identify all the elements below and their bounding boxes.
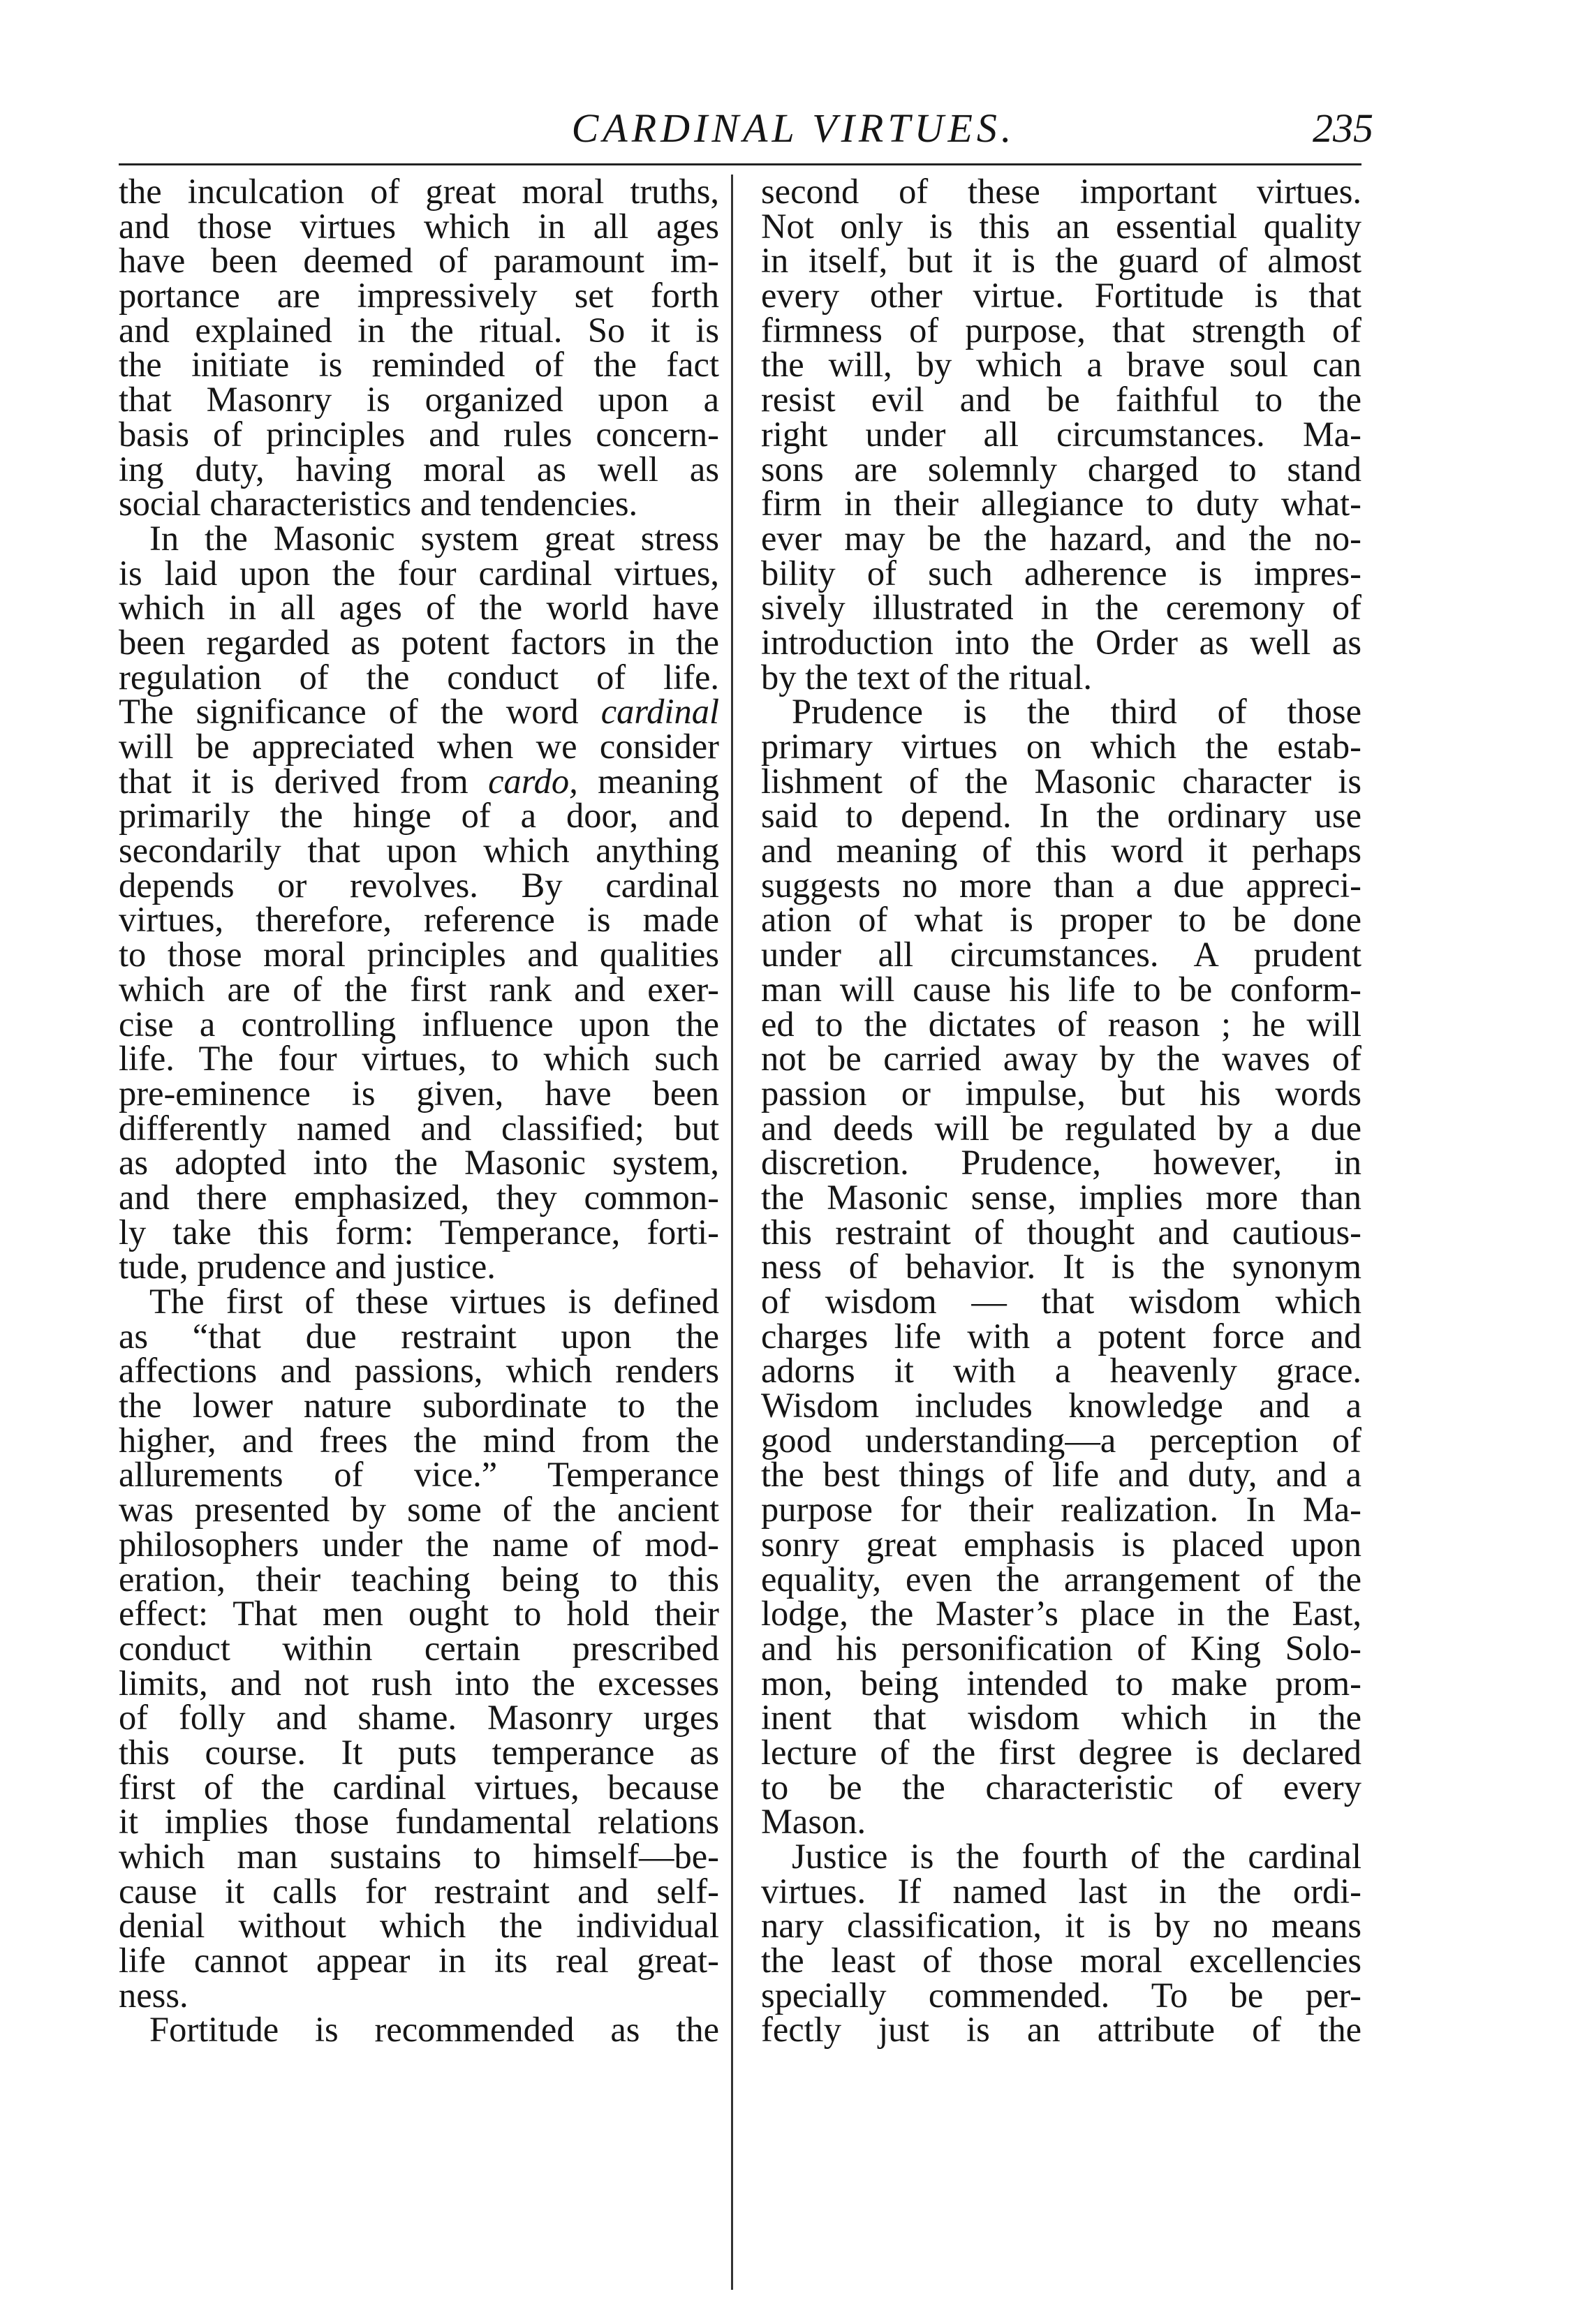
text-line: not be carried away by the waves of: [761, 1039, 1361, 1079]
text-line: the Masonic sense, implies more than: [761, 1177, 1361, 1217]
text-line: first of the cardinal virtues, because: [119, 1767, 719, 1807]
text-line: this course. It puts temperance as: [119, 1732, 719, 1772]
text-line: specially commended. To be per-: [761, 1975, 1361, 2015]
text-line: the will, by which a brave soul can: [761, 345, 1361, 385]
text-line: bility of such adherence is impres-: [761, 553, 1361, 593]
text-line: cise a controlling influence upon the: [119, 1004, 719, 1044]
text-line: sonry great emphasis is placed upon: [761, 1524, 1361, 1564]
text-line: Prudence is the third of those: [792, 692, 1361, 732]
text-line: as adopted into the Masonic system,: [119, 1143, 719, 1183]
text-line: by the text of the ritual.: [761, 657, 1093, 697]
text-line: to those moral principles and qualities: [119, 935, 719, 975]
text-line: discretion. Prudence, however, in: [761, 1143, 1361, 1183]
text-line: of folly and shame. Masonry urges: [119, 1698, 719, 1738]
text-line: purpose for their realization. In Ma-: [761, 1490, 1361, 1530]
text-line: as “that due restraint upon the: [119, 1316, 719, 1356]
text-line: tude, prudence and justice.: [119, 1247, 496, 1287]
text-line: the least of those moral excellencies: [761, 1941, 1361, 1981]
text-line: virtues. If named last in the ordi-: [761, 1871, 1361, 1911]
text-line: that it is derived from cardo, meaning: [119, 761, 720, 801]
text-line: ation of what is proper to be done: [761, 900, 1361, 940]
text-line: been regarded as potent factors in the: [119, 622, 719, 662]
text-line: life. The four virtues, to which such: [119, 1039, 719, 1079]
text-line: ness.: [119, 1975, 189, 2015]
text-line: every other virtue. Fortitude is that: [761, 276, 1361, 316]
text-line: effect: That men ought to hold their: [119, 1594, 719, 1634]
text-line: firmness of purpose, that strength of: [761, 310, 1361, 350]
text-line: primary virtues on which the estab-: [761, 727, 1361, 766]
page-number: 235: [1313, 105, 1373, 151]
text-line: inent that wisdom which in the: [761, 1698, 1361, 1738]
text-line: it implies those fundamental relations: [119, 1802, 719, 1842]
text-line: lecture of the first degree is declared: [761, 1732, 1361, 1772]
text-line: which are of the first rank and exer-: [119, 969, 719, 1009]
text-line: conduct within certain prescribed: [119, 1628, 719, 1668]
text-line: the lower nature subordinate to the: [119, 1386, 719, 1426]
text-line: the inculcation of great moral truths,: [119, 172, 719, 211]
header-rule: [119, 163, 1361, 165]
text-line: passion or impulse, but his words: [761, 1073, 1361, 1113]
text-line: basis of principles and rules concern-: [119, 414, 719, 454]
running-title: CARDINAL VIRTUES.: [571, 105, 1016, 151]
text-line: denial without which the individual: [119, 1906, 719, 1946]
text-line: philosophers under the name of mod-: [119, 1524, 719, 1564]
text-line: ly take this form: Temperance, forti-: [119, 1212, 719, 1252]
text-line: mon, being intended to make prom-: [761, 1663, 1361, 1703]
text-line: lishment of the Masonic character is: [761, 761, 1361, 801]
text-line: ever may be the hazard, and the no-: [761, 518, 1361, 558]
text-line: second of these important virtues.: [761, 172, 1361, 211]
text-line: social characteristics and tendencies.: [119, 484, 638, 524]
text-line: regulation of the conduct of life.: [119, 657, 719, 697]
text-line: In the Masonic system great stress: [149, 518, 719, 558]
text-line: Wisdom includes knowledge and a: [761, 1386, 1361, 1426]
text-line: lodge, the Master’s place in the East,: [761, 1594, 1361, 1634]
text-line: The significance of the word cardinal: [119, 692, 719, 732]
text-line: the best things of life and duty, and a: [761, 1455, 1361, 1495]
text-line: is laid upon the four cardinal virtues,: [119, 553, 719, 593]
text-line: right under all circumstances. Ma-: [761, 414, 1361, 454]
text-line: was presented by some of the ancient: [119, 1490, 719, 1530]
text-line: sons are solemnly charged to stand: [761, 449, 1361, 489]
text-line: portance are impressively set forth: [119, 276, 719, 316]
text-line: ed to the dictates of reason ; he will: [761, 1004, 1361, 1044]
text-line: allurements of vice.” Temperance: [119, 1455, 719, 1495]
right-column: [761, 172, 1361, 2050]
text-line: and there emphasized, they common-: [119, 1177, 719, 1217]
text-line: and meaning of this word it perhaps: [761, 831, 1361, 871]
text-line: ness of behavior. It is the synonym: [761, 1247, 1361, 1287]
text-line: man will cause his life to be conform-: [761, 969, 1361, 1009]
text-line: The first of these virtues is defined: [149, 1282, 719, 1321]
text-line: which man sustains to himself—be-: [119, 1837, 719, 1876]
text-line: that Masonry is organized upon a: [119, 380, 719, 420]
text-line: will be appreciated when we consider: [119, 727, 719, 766]
text-line: this restraint of thought and cautious-: [761, 1212, 1361, 1252]
text-line: pre-eminence is given, have been: [119, 1073, 719, 1113]
text-line: ing duty, having moral as well as: [119, 449, 719, 489]
text-line: charges life with a potent force and: [761, 1316, 1361, 1356]
text-line: eration, their teaching being to this: [119, 1559, 719, 1599]
text-line: suggests no more than a due appreci-: [761, 865, 1361, 905]
text-line: Not only is this an essential quality: [761, 206, 1361, 246]
text-line: introduction into the Order as well as: [761, 622, 1361, 662]
text-line: fectly just is an attribute of the: [761, 2010, 1361, 2050]
text-line: to be the characteristic of every: [761, 1767, 1361, 1807]
text-line: which in all ages of the world have: [119, 588, 719, 628]
text-line: life cannot appear in its real great-: [119, 1941, 719, 1981]
text-line: limits, and not rush into the excesses: [119, 1663, 719, 1703]
text-line: primarily the hinge of a door, and: [119, 796, 719, 836]
text-line: adorns it with a heavenly grace.: [761, 1351, 1361, 1391]
text-line: said to depend. In the ordinary use: [761, 796, 1361, 836]
text-line: higher, and frees the mind from the: [119, 1420, 719, 1460]
text-line: Justice is the fourth of the cardinal: [792, 1837, 1361, 1876]
column-divider: [731, 175, 733, 2290]
left-column: [119, 172, 720, 2050]
text-line: and deeds will be regulated by a due: [761, 1108, 1361, 1148]
text-line: Mason.: [761, 1802, 866, 1842]
text-line: have been deemed of paramount im-: [119, 241, 719, 281]
text-line: of wisdom — that wisdom which: [761, 1282, 1361, 1321]
text-line: virtues, therefore, reference is made: [119, 900, 719, 940]
text-line: the initiate is reminded of the fact: [119, 345, 719, 385]
text-line: cause it calls for restraint and self-: [119, 1871, 719, 1911]
text-line: good understanding—a perception of: [761, 1420, 1361, 1460]
text-line: equality, even the arrangement of the: [761, 1559, 1361, 1599]
text-line: depends or revolves. By cardinal: [119, 865, 719, 905]
text-line: and those virtues which in all ages: [119, 206, 719, 246]
text-line: Fortitude is recommended as the: [149, 2010, 719, 2050]
text-line: differently named and classified; but: [119, 1108, 719, 1148]
text-line: nary classification, it is by no means: [761, 1906, 1361, 1946]
text-line: in itself, but it is the guard of almost: [761, 241, 1361, 281]
text-line: and explained in the ritual. So it is: [119, 310, 719, 350]
text-line: affections and passions, which renders: [119, 1351, 719, 1391]
text-line: firm in their allegiance to duty what-: [761, 484, 1361, 524]
text-line: under all circumstances. A prudent: [761, 935, 1361, 975]
text-line: sively illustrated in the ceremony of: [761, 588, 1361, 628]
text-line: resist evil and be faithful to the: [761, 380, 1361, 420]
text-line: and his personification of King Solo-: [761, 1628, 1361, 1668]
text-line: secondarily that upon which anything: [119, 831, 719, 871]
